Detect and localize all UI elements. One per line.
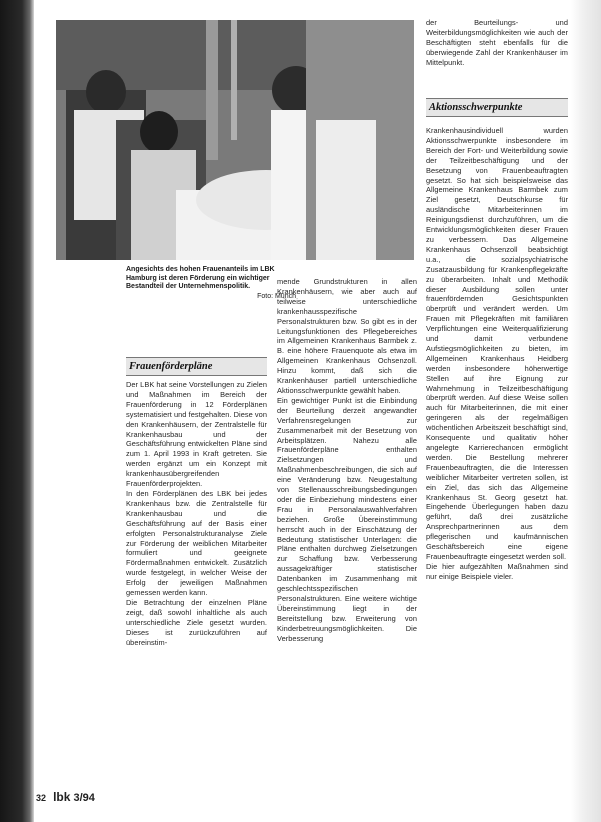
column-2-text: mende Grundstrukturen in allen Krankenhäusern, wie aber auch auf teilweise unterschiedliche krankenhausspezifische Personalstrukturen bzw. So gibt es in der Leitungsfunktionen des Pflegebereiches im Allgemeinen Krankenhaus Barmbek z. B. eine höhere Frauenquote als etwa im Allgemeinen Krankenhaus Ochsenzoll. Hinzu kommt, daß sich die Krankenhäuser partiell unterschiedliche Aktionsschwerpunkte gewählt haben. Ein gewichtiger Punkt ist die Einbindung der Beurteilung derzeit angewandter Verfahrensregelungen zur Zusammenarbeit mit der Besetzung von Arbeitsplätzen. Nahezu alle Frauenförderpläne enthalten Zielsetzungen und Maßnahmenbeschreibungen, die sich auf eine Veränderung bzw. Neugestaltung von Stellenausschreibungsbedingungen oder die Einbeziehung mindestens einer Frau in Personalauswahlverfahren beziehen. Große Übereinstimmung herrscht auch in der Einschätzung der Bedeutung statistischer Unterlagen: die Pläne enthalten durchweg Zielsetzungen zur Schaffung bzw. Verbesserung aussagekräftiger statistischer Datenbanken im Zusammenhang mit geschlechtsspezifischen Personalstrukturen. Eine weitere wichtige Übereinstimmung liegt in der Bereitstellung bzw. Erweiterung von Kinderbetreuungsmöglichkeiten. Die Verbesserung <box>277 277 417 643</box>
lbk-logo: lbk <box>53 790 71 804</box>
caption-text: Angesichts des hohen Frauenanteils im LBK Hamburg ist deren Förderung ein wichtiger Bestandteil der Unternehmenspolitik. <box>126 266 275 291</box>
page-footer <box>36 790 136 806</box>
column-3-top-text: der Beurteilungs- und Weiterbildungsmöglichkeiten wie auch der Beschäftigten steht ebenfalls für die überwiegende Zahl der Krankenhäuser im Mittelpunkt. <box>426 18 568 67</box>
page-binding-edge <box>0 0 34 822</box>
column-3-text: Krankenhausindividuell wurden Aktionsschwerpunkte insbesondere im Bereich der Fort- und Weiterbildung sowie der Teilzeitbeschäftigung und der Besetzung von Frauenbeauftragten gesetzt. So hat sich beispielsweise das Allgemeine Krankenhaus Barmbek zum Ziel gesetzt, Deutschkurse für ausländische Mitarbeiterinnen im Reinigungsdienst durchzuführen, um die Entwicklungsmöglichkeiten dieser Frauen zu verbessern. Das Allgemeine Krankenhaus Ochsenzoll beabsichtigt u.a., die sozialpsychiatrische Zusatzausbildung für Krankenpflegekräfte zu überarbeiten. Inhalt und Methodik dieser Ausbildung sollen unter frauenfördernden Gesichtspunkten überprüft und verändert werden. Um Frauen mit Pflegekräften mit familiären Verpflichtungen eine Weiterqualifizierung und damit verbundene Aufstiegsmöglichkeiten zu bieten, im Allgemeinen Krankenhaus Heidberg werden insbesondere höherwertige Stellen auf ihre Eignung zur Wahrnehmung in Teilzeitbeschäftigung überprüft werden. Auf diese Weise sollen auch für Mitarbeiterinnen, die mit einer geringeren als der regelmäßigen wöchentlichen Arbeitszeit beschäftigt sind, Konsequente und qualitativ höher angelegte Karrierechancen ermöglicht werden. Die Bestellung mehrerer Frauenbeauftragten, die die Interessen weiblicher Mitarbeiter vertreten sollen, ist ein Ziel, das sich das Allgemeine Krankenhaus St. Georg gesetzt hat. Eingehende Überlegungen haben dazu geführt, daß drei zusätzliche Ansprechpartnerinnen aus dem pflegerischen und kaufmännischen Geschäftsbereich eine eigene Frauenbeauftragte eingesetzt werden soll. Die hier aufgezählten Maßnahmen sind nur einige Beispiele vieler. <box>426 126 568 581</box>
section-heading-frauenfoerderplaene: Frauenförderpläne <box>126 357 267 376</box>
photo-credit: Foto: Münch <box>257 292 296 300</box>
section-heading-aktionsschwerpunkte: Aktionsschwerpunkte <box>426 98 568 117</box>
page-right-edge <box>571 0 601 822</box>
page-number: 32 <box>36 793 47 803</box>
column-1-text: Der LBK hat seine Vorstellungen zu Zielen und Maßnahmen im Bereich der Frauenförderung in 12 Förderplänen systematisiert und festgehalten. Diese von den Krankenhäusern, der Zentralstelle für Krankenhausbau und der Geschäftsführung entwickelten Pläne sind zum 1. April 1993 in Kraft getreten. Sie werden ergänzt um ein Konzept mit krankenhausübergreifenden Frauenförderprojekten. In den Förderplänen des LBK bei jedes Krankenhaus bzw. die Zentralstelle für Krankenhausbau und die Geschäftsführung auf der Basis einer erfolgten Personalstrukturanalyse Ziele zur Förderung der weiblichen Mitarbeiter formuliert und geeignete Fördermaßnahmen entwickelt. Zusätzlich wurde festgelegt, in welcher Weise der Erfolg der jeweiligen Maßnahmen gemessen werden kann. Die Betrachtung der einzelnen Pläne zeigt, daß sowohl inhaltliche als auch unterschiedliche Ziele gesetzt wurden. Dieses ist zurückzuführen auf übereinstim- <box>126 380 267 647</box>
article-photo <box>56 20 414 260</box>
photo-caption <box>126 266 296 301</box>
issue-number: 3/94 <box>73 792 95 804</box>
